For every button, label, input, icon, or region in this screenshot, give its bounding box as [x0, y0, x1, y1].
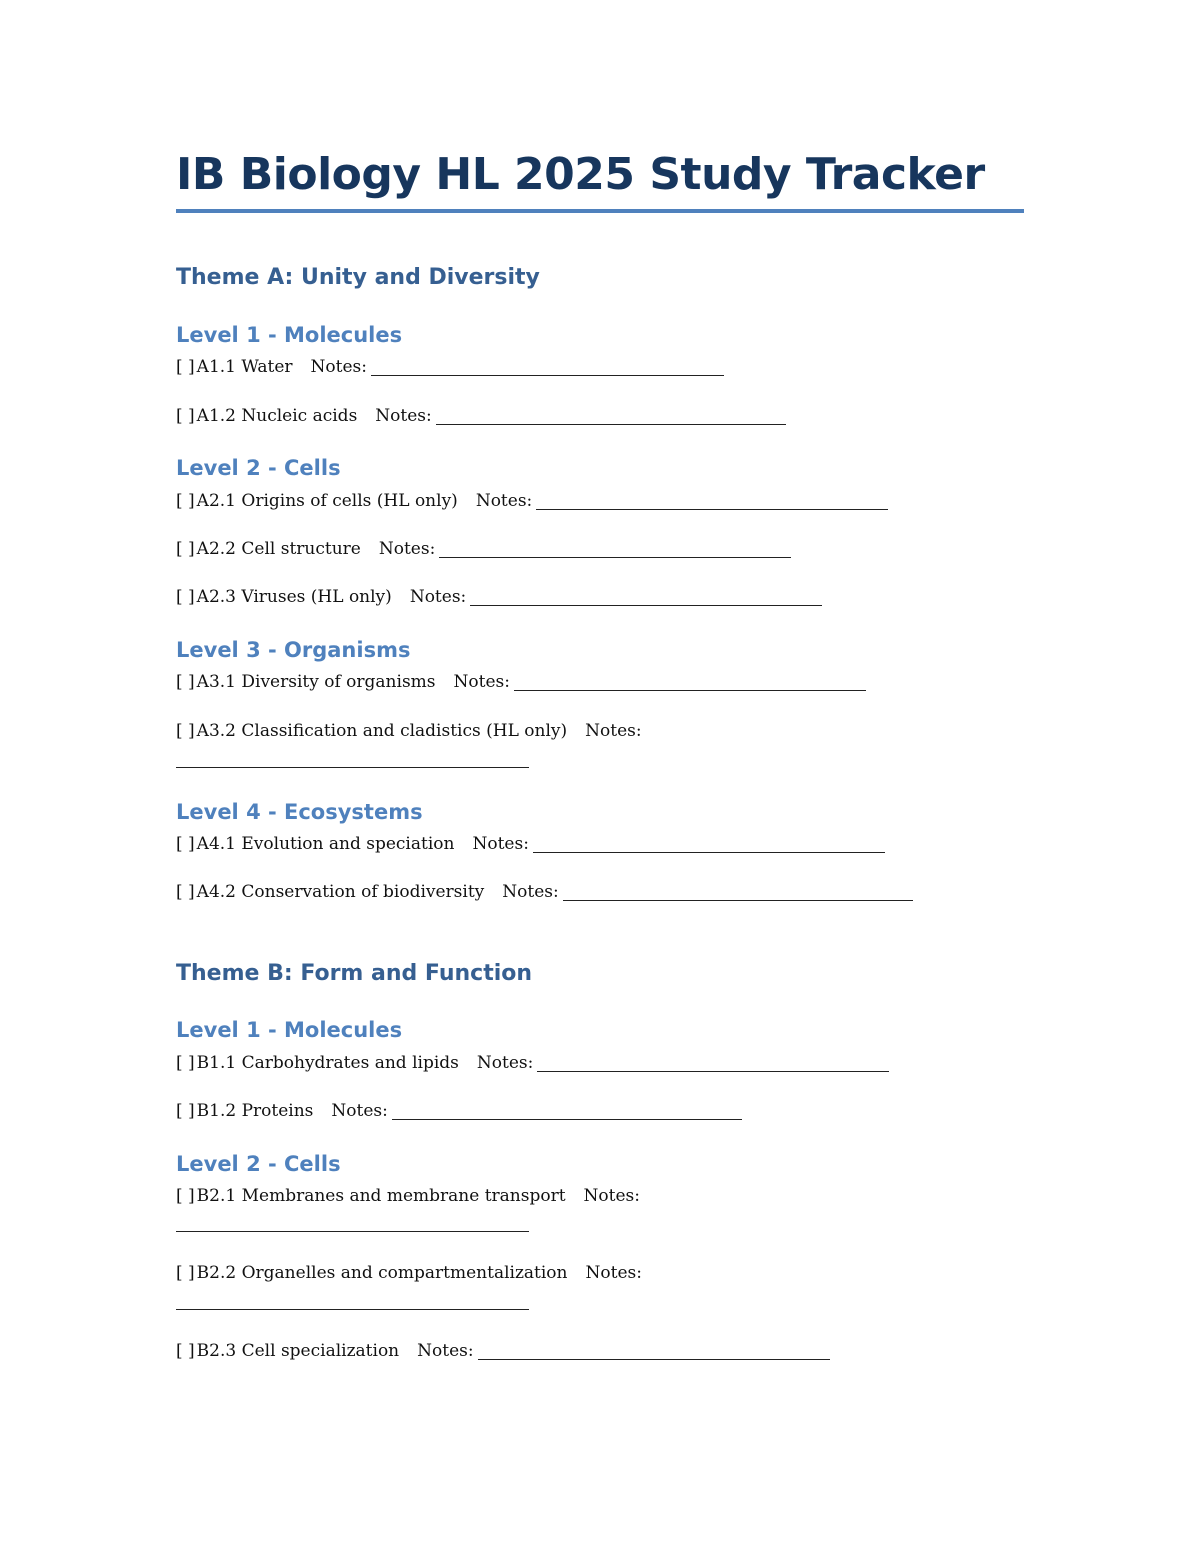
notes-label: Notes:: [378, 539, 436, 559]
checklist-item-b2-3: [176, 1339, 830, 1363]
item-label: B1.1 Carbohydrates and lipids: [196, 1053, 459, 1073]
checkbox[interactable]: [ ]: [176, 491, 195, 511]
checkbox[interactable]: [ ]: [176, 1341, 195, 1361]
item-label: B2.3 Cell specialization: [196, 1341, 400, 1361]
notes-line[interactable]: [478, 1359, 830, 1360]
checklist-item-b2-1: [176, 1184, 644, 1208]
checkbox[interactable]: [ ]: [176, 1101, 195, 1121]
notes-line[interactable]: [470, 605, 822, 606]
notes-label: Notes:: [417, 1341, 474, 1361]
notes-line[interactable]: [439, 557, 791, 558]
checkbox[interactable]: [ ]: [176, 834, 195, 854]
item-label: A4.2 Conservation of biodiversity: [196, 882, 485, 902]
checkbox[interactable]: [ ]: [176, 1186, 195, 1206]
checkbox[interactable]: [ ]: [176, 406, 195, 426]
item-label: A2.2 Cell structure: [196, 539, 361, 559]
checklist-item-a1-2: [176, 404, 786, 428]
checklist-item-a3-2: [176, 719, 646, 743]
checklist-item-a2-3: [176, 585, 822, 609]
notes-line[interactable]: [176, 1231, 529, 1232]
checkbox[interactable]: [ ]: [176, 882, 195, 902]
notes-line[interactable]: [176, 1309, 529, 1310]
notes-line[interactable]: [176, 767, 529, 768]
page-title: IB Biology HL 2025 Study Tracker: [176, 149, 985, 200]
checkbox[interactable]: [ ]: [176, 1053, 195, 1073]
notes-label: Notes:: [583, 1186, 641, 1206]
checkbox[interactable]: [ ]: [176, 587, 195, 607]
item-label: A2.1 Origins of cells (HL only): [196, 491, 458, 511]
notes-label: Notes:: [475, 491, 533, 511]
item-label: A2.3 Viruses (HL only): [196, 587, 392, 607]
theme-a-level-1-heading: Level 1 - Molecules: [176, 323, 403, 347]
notes-label: Notes:: [585, 1263, 642, 1283]
theme-a-level-2-heading: Level 2 - Cells: [176, 456, 341, 480]
item-label: A3.2 Classification and cladistics (HL only): [196, 721, 568, 741]
item-label: B1.2 Proteins: [196, 1101, 314, 1121]
notes-line[interactable]: [536, 509, 888, 510]
notes-line[interactable]: [563, 900, 913, 901]
notes-line[interactable]: [392, 1119, 742, 1120]
notes-label: Notes:: [472, 834, 529, 854]
item-label: A1.2 Nucleic acids: [196, 406, 358, 426]
checklist-item-b1-2: [176, 1099, 742, 1123]
checklist-item-b2-2: [176, 1261, 646, 1285]
theme-a-level-3-heading: Level 3 - Organisms: [176, 638, 411, 662]
item-label: A4.1 Evolution and speciation: [196, 834, 455, 854]
item-label: A3.1 Diversity of organisms: [196, 672, 436, 692]
notes-label: Notes:: [409, 587, 467, 607]
notes-line[interactable]: [537, 1071, 889, 1072]
notes-label: Notes:: [453, 672, 510, 692]
theme-a-level-4-heading: Level 4 - Ecosystems: [176, 800, 423, 824]
checkbox[interactable]: [ ]: [176, 1263, 195, 1283]
notes-line[interactable]: [514, 690, 866, 691]
notes-label: Notes:: [476, 1053, 534, 1073]
notes-line[interactable]: [533, 852, 885, 853]
checklist-item-a3-1: [176, 670, 866, 694]
checklist-item-b1-1: [176, 1051, 889, 1075]
notes-label: Notes:: [585, 721, 642, 741]
checklist-item-a1-1: [176, 355, 724, 379]
checkbox[interactable]: [ ]: [176, 672, 195, 692]
checklist-item-a2-1: [176, 489, 888, 513]
item-label: B2.1 Membranes and membrane transport: [196, 1186, 566, 1206]
theme-a-heading: Theme A: Unity and Diversity: [176, 265, 540, 290]
notes-label: Notes:: [310, 357, 368, 377]
theme-b-level-1-heading: Level 1 - Molecules: [176, 1018, 403, 1042]
checklist-item-a2-2: [176, 537, 791, 561]
item-label: B2.2 Organelles and compartmentalization: [196, 1263, 568, 1283]
theme-b-heading: Theme B: Form and Function: [176, 961, 533, 986]
checklist-item-a4-2: [176, 880, 913, 904]
title-underline: [176, 209, 1024, 213]
item-label: A1.1 Water: [196, 357, 293, 377]
checkbox[interactable]: [ ]: [176, 357, 195, 377]
notes-label: Notes:: [502, 882, 559, 902]
checklist-item-a4-1: [176, 832, 885, 856]
checkbox[interactable]: [ ]: [176, 721, 195, 741]
checkbox[interactable]: [ ]: [176, 539, 195, 559]
notes-line[interactable]: [436, 424, 786, 425]
notes-label: Notes:: [331, 1101, 388, 1121]
theme-b-level-2-heading: Level 2 - Cells: [176, 1152, 341, 1176]
notes-label: Notes:: [375, 406, 432, 426]
notes-line[interactable]: [371, 375, 724, 376]
